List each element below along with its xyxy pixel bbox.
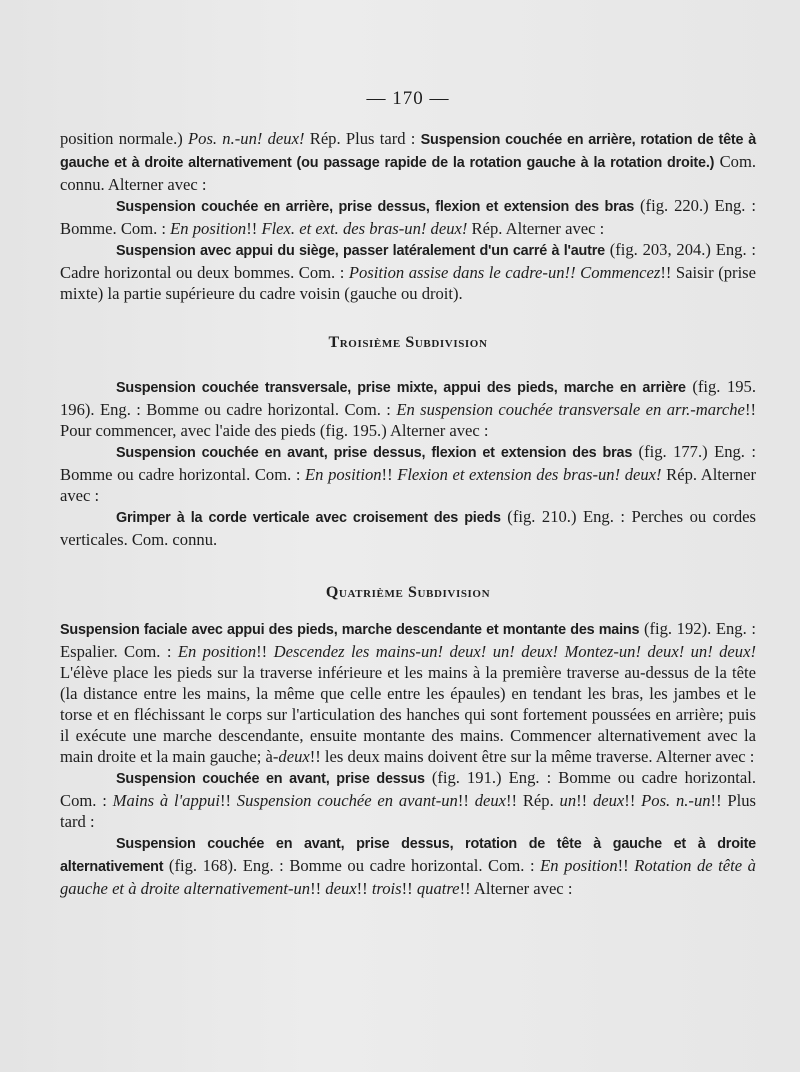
italic-run: trois xyxy=(371,879,402,898)
text-run: (fig. 195. 196). Eng. : Bomme ou cadre horizontal. Com. : xyxy=(60,377,756,419)
text-run: !! Saisir (prise mixte) la partie supérieure du cadre voisin (gauche ou droit). xyxy=(60,263,756,303)
text-run: !! xyxy=(381,465,398,484)
text-run: !! xyxy=(219,791,237,810)
text-run: !! xyxy=(246,219,262,238)
italic-run: quatre xyxy=(416,879,460,898)
text-run: (fig. 191.) Eng. : Bomme ou cadre horizontal. Com. : xyxy=(60,768,757,810)
paragraph-7 xyxy=(60,618,756,767)
text-run: (fig. 220.) Eng. : Bomme. Com. : xyxy=(60,196,756,238)
italic-run: Suspension couchée en avant-un xyxy=(236,791,458,810)
text-run: Com. connu. Alterner avec : xyxy=(60,152,756,194)
exercise-title: Suspension couchée en arrière, rotation de tête à gauche et à droite alternativement (ou passage rapide de la rotation gauche à la rotation droite.) xyxy=(60,132,756,171)
text-run: !! Rép. xyxy=(506,791,560,810)
exercise-title: Suspension couchée en avant, prise dessus, flexion et extension des bras xyxy=(116,445,633,461)
text-run: !! les deux mains doivent être sur la même traverse. Alterner avec : xyxy=(309,747,755,766)
text-run: !! Alterner avec : xyxy=(459,879,573,898)
italic-run: En position xyxy=(540,856,618,875)
page-number: — 170 — xyxy=(366,88,450,109)
text-run: (fig. 168). Eng. : Bomme ou cadre horizontal. Com. : xyxy=(163,856,541,875)
paragraph-3 xyxy=(60,239,756,304)
text-run: Rép. Plus tard : xyxy=(304,129,421,148)
text-run: !! Pour commencer, avec l'aide des pieds (fig. 195.) Alterner avec : xyxy=(60,400,756,440)
text-run: !! Plus tard : xyxy=(60,791,756,831)
text-run: position normale.) xyxy=(60,129,189,148)
paragraph-2 xyxy=(60,195,756,239)
text-run: !! xyxy=(457,791,475,810)
italic-run: Flexion et extension des bras-un! deux! xyxy=(397,465,662,484)
exercise-title: Suspension couchée transversale, prise mixte, appui des pieds, marche en arrière xyxy=(116,380,686,396)
exercise-title: Suspension couchée en avant, prise dessus, rotation de tête à gauche et à droite alternativement xyxy=(60,836,756,875)
text-run: Rép. Alterner avec : xyxy=(467,219,605,238)
italic-run: deux xyxy=(325,879,357,898)
italic-run: En position xyxy=(170,219,247,238)
text-run: !! xyxy=(576,791,593,810)
italic-run: Flex. et ext. des bras-un! deux! xyxy=(261,219,468,238)
paragraph-4 xyxy=(60,376,756,441)
paragraph-6 xyxy=(60,506,756,550)
text-run: (fig. 177.) Eng. : Bomme ou cadre horizontal. Com. : xyxy=(60,442,756,484)
italic-run: En position xyxy=(305,465,382,484)
text-run: !! xyxy=(624,791,642,810)
exercise-title: Suspension couchée en arrière, prise dessus, flexion et extension des bras xyxy=(116,199,635,215)
italic-run: deux xyxy=(278,747,310,766)
italic-run: En position xyxy=(177,642,257,661)
text-run: (fig. 210.) Eng. : Perches ou cordes verticales. Com. connu. xyxy=(60,507,756,549)
italic-run: un xyxy=(559,791,577,810)
paragraph-8 xyxy=(60,767,756,832)
text-run: !! xyxy=(310,879,326,898)
italic-run: Rotation de tête à gauche et à droite alternativement-un xyxy=(60,856,756,898)
text-run: !! xyxy=(401,879,417,898)
exercise-title: Suspension faciale avec appui des pieds, marche descendante et montante des mains xyxy=(60,622,640,638)
italic-run: deux xyxy=(592,791,625,810)
italic-run: deux xyxy=(474,791,507,810)
exercise-title: Suspension couchée en avant, prise dessus xyxy=(116,771,425,787)
text-run: (fig. 192). Eng. : Espalier. Com. : xyxy=(60,619,756,661)
exercise-title: Suspension avec appui du siège, passer latéralement d'un carré à l'autre xyxy=(116,243,605,259)
text-run: (fig. 203, 204.) Eng. : Cadre horizontal ou deux bommes. Com. : xyxy=(60,240,756,282)
italic-run: Pos. n.-un xyxy=(641,791,711,810)
italic-run: Mains à l'appui xyxy=(112,791,220,810)
exercise-title: Grimper à la corde verticale avec croisement des pieds xyxy=(116,510,501,526)
text-run: !! xyxy=(617,856,635,875)
italic-run: Position assise dans le cadre-un!! Commencez xyxy=(348,263,661,282)
italic-run: Descendez les mains-un! deux! un! deux! Montez-un! deux! un! deux! xyxy=(273,642,756,661)
italic-run: En suspension couchée transversale en arr.-marche xyxy=(396,400,745,419)
text-run: L'élève place les pieds sur la traverse inférieure et les mains à la première traverse au-dessus de la tête (la distance entre les mains, la même que celle entre les épaules) en tendant les bras, les jambes et le torse et en fléchissant le corps sur l'articulation des hanches qui sont fortement poussées en arrière; puis il exécute une marche descendante, ensuite montante des mains. Commencer alternativement avec la main droite et la main gauche; à- xyxy=(60,663,756,766)
italic-run: Pos. n.-un! deux! xyxy=(188,129,305,148)
text-run: !! xyxy=(256,642,274,661)
paragraph-1 xyxy=(60,128,756,195)
section-heading-quatrieme: Quatrième Subdivision xyxy=(325,584,491,601)
paragraph-9 xyxy=(60,832,756,899)
paragraph-5 xyxy=(60,441,756,506)
section-heading-troisieme: Troisième Subdivision xyxy=(328,334,488,351)
text-run: !! xyxy=(356,879,372,898)
text-run: Rép. Alterner avec : xyxy=(60,465,756,505)
